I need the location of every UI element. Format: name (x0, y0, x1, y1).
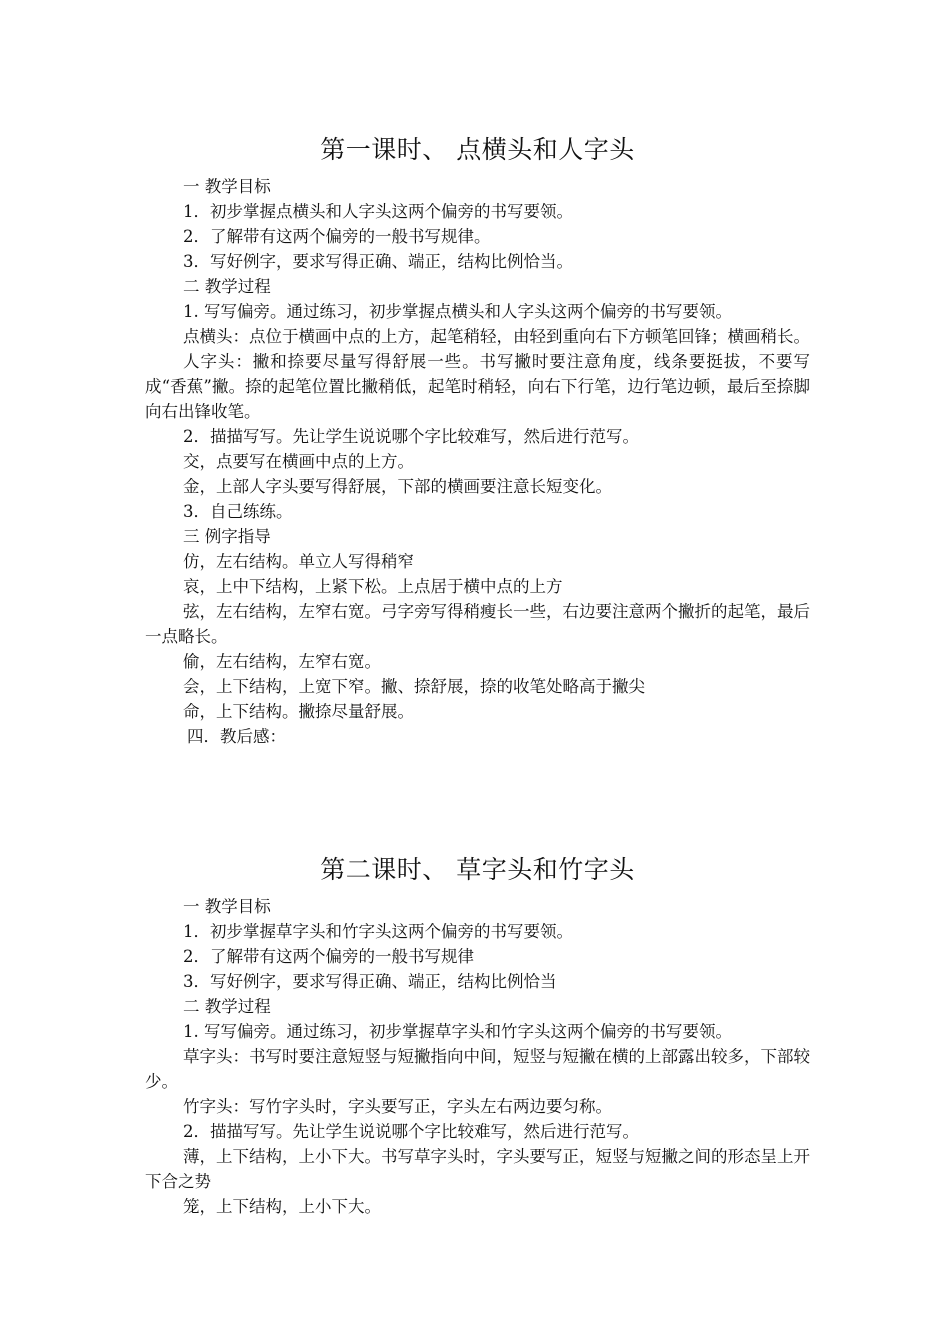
grass-radical-note: 草字头：书写时要注意短竖与短撇指向中间，短竖与短撇在横的上部露出较多，下部较少。 (145, 1047, 810, 1091)
process-step-3: 3．自己练练。 (183, 502, 293, 521)
goal-item-2: 2．了解带有这两个偏旁的一般书写规律。 (183, 227, 491, 246)
process-step-1: 1. 写写偏旁。通过练习，初步掌握点横头和人字头这两个偏旁的书写要领。 (183, 302, 732, 321)
lesson-two-section (145, 852, 810, 1219)
goal-item-3: 3．写好例字，要求写得正确、端正，结构比例恰当。 (183, 252, 573, 271)
heading-teaching-process: 二 教学过程 (183, 997, 271, 1016)
example-jiao: 交，点要写在横画中点的上方。 (183, 452, 414, 471)
goal-item-1: 1．初步掌握点横头和人字头这两个偏旁的书写要领。 (183, 202, 573, 221)
process-step-2: 2．描描写写。先让学生说说哪个字比较难写，然后进行范写。 (183, 427, 639, 446)
process-step-2: 2．描描写写。先让学生说说哪个字比较难写，然后进行范写。 (183, 1122, 639, 1141)
example-bao: 薄，上下结构，上小下大。书写草字头时，字头要写正，短竖与短撇之间的形态呈上开下合之势 (145, 1147, 810, 1191)
goal-item-1: 1．初步掌握草字头和竹字头这两个偏旁的书写要领。 (183, 922, 573, 941)
dot-horizontal-radical-note: 点横头：点位于横画中点的上方，起笔稍轻，由轻到重向右下方顿笔回锋；横画稍长。 (183, 327, 810, 346)
heading-reflection: 四．教后感： (187, 727, 286, 746)
heading-teaching-goals: 一 教学目标 (183, 897, 271, 916)
example-fang: 仿，左右结构。单立人写得稍窄 (183, 552, 414, 571)
lesson-one-section (145, 132, 810, 749)
lesson-one-title: 第一课时、 点横头和人字头 (320, 135, 635, 164)
person-radical-note: 人字头：撇和捺要尽量写得舒展一些。书写撇时要注意角度，线条要挺拔，不要写成“香蕉”撇。捺的起笔位置比撇稍低，起笔时稍轻，向右下行笔，边行笔边顿，最后至捺脚向右出锋收笔。 (145, 352, 810, 421)
example-long: 笼，上下结构，上小下大。 (183, 1197, 381, 1216)
example-jin: 金，上部人字头要写得舒展，下部的横画要注意长短变化。 (183, 477, 612, 496)
example-tou: 偷，左右结构，左窄右宽。 (183, 652, 381, 671)
example-ming: 命，上下结构。撇捺尽量舒展。 (183, 702, 414, 721)
example-xian: 弦，左右结构，左窄右宽。弓字旁写得稍瘦长一些，右边要注意两个撇折的起笔，最后一点略长。 (145, 602, 810, 646)
process-step-1: 1. 写写偏旁。通过练习，初步掌握草字头和竹字头这两个偏旁的书写要领。 (183, 1022, 732, 1041)
heading-teaching-goals: 一 教学目标 (183, 177, 271, 196)
lesson-two-title: 第二课时、 草字头和竹字头 (320, 855, 635, 884)
example-hui: 会，上下结构，上宽下窄。撇、捺舒展，捺的收笔处略高于撇尖 (183, 677, 645, 696)
example-ai: 哀，上中下结构，上紧下松。上点居于横中点的上方 (183, 577, 563, 596)
bamboo-radical-note: 竹字头：写竹字头时，字头要写正，字头左右两边要匀称。 (183, 1097, 612, 1116)
goal-item-3: 3．写好例字，要求写得正确、端正，结构比例恰当 (183, 972, 557, 991)
heading-teaching-process: 二 教学过程 (183, 277, 271, 296)
goal-item-2: 2．了解带有这两个偏旁的一般书写规律 (183, 947, 474, 966)
heading-example-guidance: 三 例字指导 (183, 527, 271, 546)
